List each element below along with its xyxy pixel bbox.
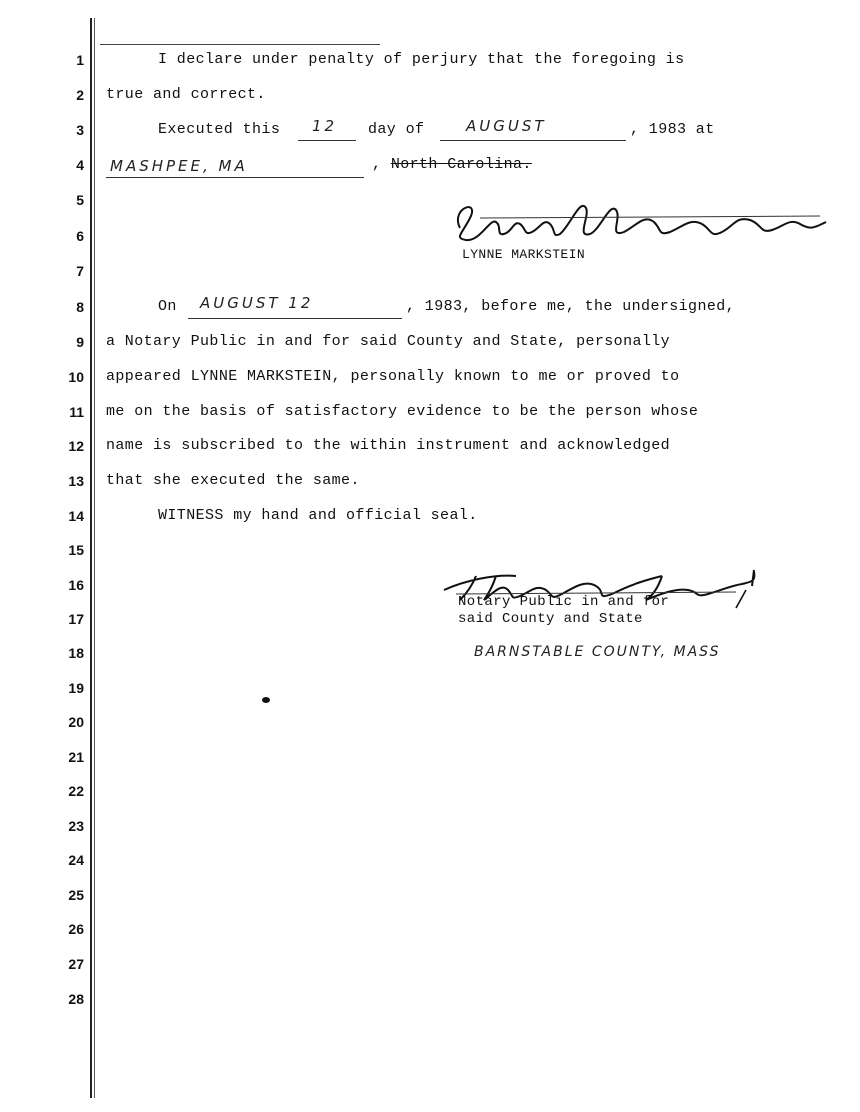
document-page: 1 2 3 4 5 6 7 8 9 10 11 12 13 14 15 16 17 18 19 20 21 22 23 24 25 26 27 28 I declare under penalty of perjury that the foregoing is true and correct. Executed this 12 day of AUGUST , 1983 at MASHPEE, MA , North Carolina. LYNNE MARKSTEIN On AUGUST 12 , 1983, before me, the undersigned, a Notary Public in and for said County and State, personally appeared LYNNE MARKSTEIN, personally known to me or proved to me on the basis of satisfactory evidence to be the person whose name is subscribed to the within instrument and acknowledged that she executed the same. WITNESS my hand and official seal. Notary Public in and for said County and State BARNSTABLE COUNTY, MASS [0,0,860,1112]
line-number: 15 [68,542,84,558]
on-text: On [158,298,177,315]
executed-prefix: Executed this [158,121,281,138]
acknowledgment-line-8: , 1983, before me, the undersigned, [406,298,736,315]
struck-state: North Carolina. [390,156,532,173]
day-blank [298,140,356,141]
line-number: 8 [76,299,84,315]
line-number: 4 [76,157,84,173]
date-blank [188,318,402,319]
line-number: 13 [68,473,84,489]
month-blank [440,140,626,141]
line-number: 11 [69,404,84,420]
day-of-text: day of [368,121,425,138]
signer-printed-name: LYNNE MARKSTEIN [462,247,586,262]
line-number: 21 [68,749,84,765]
margin-rule [90,18,92,1098]
line-number: 1 [76,52,84,68]
top-divider [100,44,380,45]
notary-title-line-1: Notary Public in and for [458,594,670,610]
line-number: 24 [68,852,84,868]
executed-day: 12 [312,117,338,135]
line-number: 25 [68,887,84,903]
acknowledgment-line-13: that she executed the same. [106,472,360,489]
line-number: 18 [68,645,84,661]
line-number: 27 [68,956,84,972]
notary-title-line-2: said County and State [458,611,643,627]
line-number: 6 [76,228,84,244]
declaration-line-1: I declare under penalty of perjury that the foregoing is [158,51,685,68]
ink-speck [262,697,270,703]
acknowledgment-line-12: name is subscribed to the within instrument and acknowledged [106,437,671,454]
line-number: 20 [68,714,84,730]
place-blank [106,177,364,178]
line-number: 23 [68,818,84,834]
executed-place: MASHPEE, MA [110,157,248,175]
line-number: 5 [76,192,84,208]
acknowledgment-date: AUGUST 12 [200,294,314,312]
line-number: 17 [68,611,84,627]
line-number: 12 [68,438,84,454]
witness-line: WITNESS my hand and official seal. [158,507,478,524]
line-number: 9 [76,334,84,350]
margin-rule-inner [94,18,95,1098]
acknowledgment-line-11: me on the basis of satisfactory evidence to be the person whose [106,403,699,420]
acknowledgment-line-10: appeared LYNNE MARKSTEIN, personally known to me or proved to [106,368,680,385]
line-number: 16 [68,577,84,593]
notary-county: BARNSTABLE COUNTY, MASS [474,644,721,660]
line-number: 26 [68,921,84,937]
line-number: 14 [68,508,84,524]
executed-month: AUGUST [466,117,547,135]
line-number: 10 [68,369,84,385]
line-number: 7 [76,263,84,279]
line-number: 22 [68,783,84,799]
line-number: 28 [68,991,84,1007]
year-at-text: , 1983 at [630,121,715,138]
line-number: 19 [68,680,84,696]
acknowledgment-line-9: a Notary Public in and for said County and State, personally [106,333,671,350]
line-number: 3 [76,122,84,138]
line-number: 2 [76,87,84,103]
declaration-line-2: true and correct. [106,86,266,103]
